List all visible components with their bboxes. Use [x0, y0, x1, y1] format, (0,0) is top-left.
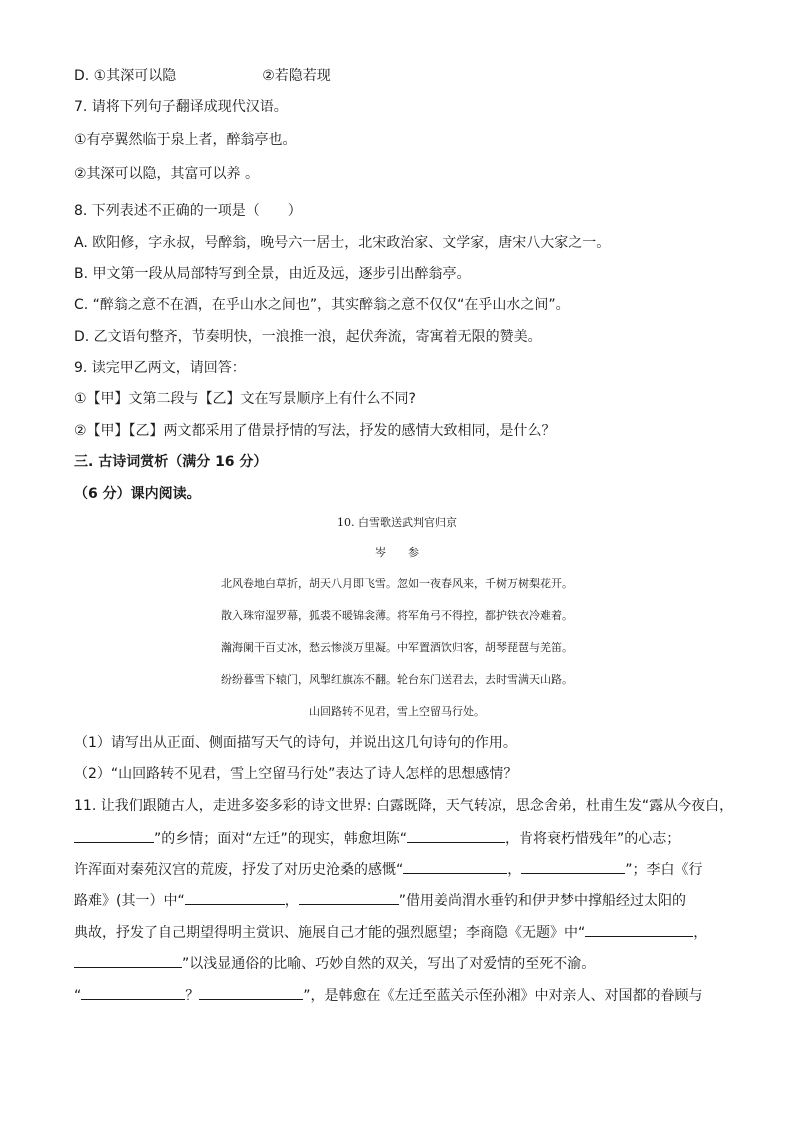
q11-row-7-text-c: ”，是韩愈在《左迁至蓝关示侄孙湘》中对亲人、对国都的眷顾与	[303, 988, 703, 1004]
option-d-label: D. ①其深可以隐	[74, 68, 177, 84]
q10-part-2: （2）“山回路转不见君，雪上空留马行处”表达了诗人怎样的思想感情？	[74, 766, 518, 782]
section-3-title: 三. 古诗词赏析（满分 16 分）	[74, 454, 268, 470]
fill-blank[interactable]	[74, 828, 154, 843]
q9-part-1: ①【甲】文第二段与【乙】文在写景顺序上有什么不同?	[74, 391, 416, 407]
q11-row-3	[74, 859, 703, 880]
option-d-second: ②若隐若现	[262, 68, 331, 84]
q11-row-1: 11. 让我们跟随古人，走进多姿多彩的诗文世界: 白露既降，天气转凉，思念舍弟，杜甫生发“露从今夜白，	[74, 798, 734, 814]
q11-row-4-text-c: ”借用姜尚渭水垂钓和伊尹梦中撑船经过太阳的	[398, 893, 686, 909]
poem-title: 10. 白雪歌送武判官归京	[337, 516, 457, 529]
q11-row-5-text-a: 典故，抒发了自己期望得明主赏识、施展自己才能的强烈愿望；李商隐《无题》中“	[74, 925, 586, 941]
q11-row-4-text-b: ，	[284, 893, 299, 909]
q11-row-2-text-a: ”的乡情；面对“左迁”的现实，韩愈坦陈“	[154, 831, 408, 847]
q9-stem: 9. 读完甲乙两文，请回答：	[74, 360, 246, 376]
poem-author: 岑 参	[375, 546, 419, 559]
fill-blank[interactable]	[403, 859, 507, 874]
fill-blank[interactable]	[81, 985, 185, 1000]
q11-row-4-text-a: 路难》(其一）中“	[74, 893, 185, 909]
fill-blank[interactable]	[74, 953, 182, 968]
q8-option-c: C. “醉翁之意不在酒，在乎山水之间也”，其实醉翁之意不仅仅“在乎山水之间”。	[74, 297, 570, 313]
poem-line-2: 散入珠帘湿罗幕，狐裘不暖锦衾薄。将军角弓不得控，都护铁衣冷难着。	[221, 609, 573, 622]
q8-option-d: D. 乙文语句整齐，节奏明快，一浪推一浪，起伏奔流，寄寓着无限的赞美。	[74, 329, 542, 345]
q11-row-2	[74, 828, 680, 849]
fill-blank[interactable]	[185, 890, 285, 905]
q11-row-2-text-b: ，肯将衰朽惜残年”的心志；	[505, 831, 681, 847]
q8-option-b: B. 甲文第一段从局部特写到全景，由近及远，逐步引出醉翁亭。	[74, 266, 471, 282]
fill-blank[interactable]	[199, 985, 303, 1000]
q10-part-1: （1）请写出从正面、侧面描写天气的诗句，并说出这几句诗句的作用。	[74, 735, 517, 751]
option-d-text	[74, 66, 331, 86]
fill-blank[interactable]	[299, 890, 399, 905]
q11-row-3-text-b: ，	[507, 862, 522, 878]
section-3-subtitle: （6 分）课内阅读。	[74, 486, 201, 502]
q11-row-4	[74, 890, 686, 911]
q11-row-5	[74, 922, 707, 943]
q8-stem: 8. 下列表述不正确的一项是（ ）	[74, 203, 302, 219]
q8-option-a: A. 欧阳修，字永叔，号醉翁，晚号六一居士，北宋政治家、文学家，唐宋八大家之一。	[74, 235, 611, 251]
poem-line-3: 瀚海阑干百丈冰，愁云惨淡万里凝。中军置酒饮归客，胡琴琵琶与羌笛。	[221, 641, 573, 654]
q11-row-3-text-a: 许浑面对秦苑汉宫的荒废，抒发了对历史沧桑的感慨“	[74, 862, 404, 878]
poem-line-1: 北风卷地白草折，胡天八月即飞雪。忽如一夜春风来，千树万树梨花开。	[221, 577, 573, 590]
q7-sentence-2: ②其深可以隐，其富可以养 。	[74, 166, 260, 182]
fill-blank[interactable]	[585, 922, 693, 937]
fill-blank[interactable]	[407, 828, 505, 843]
q11-row-7-text-b: ？	[185, 988, 200, 1004]
q11-row-3-text-c: ”；李白《行	[625, 862, 703, 878]
fill-blank[interactable]	[521, 859, 625, 874]
q11-row-5-text-b: ，	[693, 925, 708, 941]
q7-sentence-1: ①有亭翼然临于泉上者，醉翁亭也。	[74, 132, 297, 148]
q11-row-6	[74, 953, 595, 974]
q11-row-7-text-a: “	[74, 988, 82, 1004]
poem-line-4: 纷纷暮雪下辕门，风掣红旗冻不翻。轮台东门送君去，去时雪满天山路。	[221, 673, 573, 686]
q9-part-2: ②【甲】【乙】两文都采用了借景抒情的写法，抒发的感情大致相同，是什么？	[74, 423, 556, 439]
poem-line-5: 山回路转不见君，雪上空留马行处。	[309, 705, 485, 718]
q11-row-6-text-a: ”以浅显通俗的比喻、巧妙自然的双关，写出了对爱情的至死不渝。	[182, 956, 596, 972]
q7-stem: 7. 请将下列句子翻译成现代汉语。	[74, 99, 288, 115]
q11-row-7	[74, 985, 703, 1006]
